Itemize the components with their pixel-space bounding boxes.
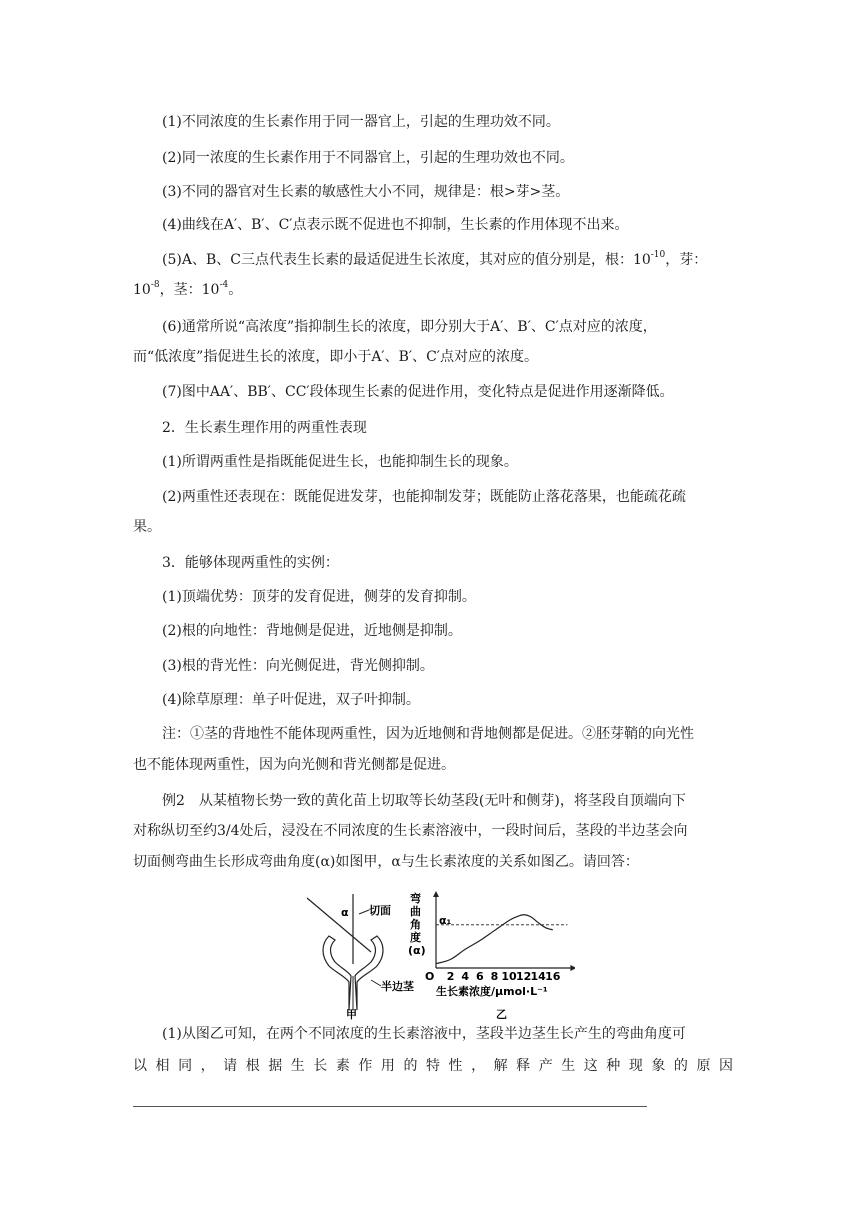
leader-line-half-stem (371, 980, 381, 986)
paragraph-5-line-1 (162, 250, 762, 270)
x-tick-label: 12 (515, 970, 532, 983)
x-tick-label: 16 (545, 970, 561, 983)
y-axis-label-part: 弯 (410, 892, 421, 905)
note-line-2: 也不能体现两重性，因为向光侧和背光侧都是促进。 (133, 757, 455, 773)
note-line-1: 注：①茎的背地性不能体现两重性，因为近地侧和背地侧都是促进。②胚芽鞘的向光性 (162, 726, 694, 742)
half-stem-left (323, 936, 351, 1010)
x-tick-label: 2 (446, 970, 455, 983)
paragraph-q1: (1)所谓两重性是指既能促进生长，也能抑制生长的现象。 (162, 454, 518, 470)
angle-line-diagonal (307, 898, 371, 952)
answer-blank-line[interactable] (133, 1106, 647, 1107)
paragraph-r4: (4)除草原理：单子叶促进，双子叶抑制。 (162, 692, 420, 708)
example-2-line-1: 例2 从某植物长势一致的黄化苗上切取等长幼茎段(无叶和侧芽)，将茎段自顶端向下 (162, 793, 686, 809)
exponent: -4 (219, 280, 229, 291)
paragraph-4: (4)曲线在A′、B′、C′点表示既不促进也不抑制，生长素的作用体现不出来。 (162, 217, 629, 233)
series-line (436, 915, 553, 964)
paragraph-r3: (3)根的背光性：向光侧促进，背光侧抑制。 (162, 658, 434, 674)
text: 。 (228, 282, 243, 298)
leader-line-cut (359, 910, 369, 914)
y-axis-label-part: 角 (410, 918, 421, 931)
y-axis-label (408, 891, 426, 957)
subquestion-1-line-1: (1)从图乙可知，在两个不同浓度的生长素溶液中，茎段半边茎生长产生的弯曲角度可 (162, 1026, 686, 1042)
paragraph-q2-line-2: 果。 (133, 519, 161, 535)
paragraph-q2-line-1: (2)两重性还表现在：既能促进发芽，也能抑制发芽；既能防止落花落果，也能疏花疏 (162, 489, 686, 505)
x-tick-label: 6 (475, 970, 484, 983)
paragraph-5-line-2 (133, 280, 733, 300)
paragraph-3: (3)不同的器官对生长素的敏感性大小不同，规律是：根>芽>茎。 (162, 184, 570, 200)
half-stem-right (355, 936, 383, 1010)
paragraph-7: (7)图中AA′、BB′、CC′段体现生长素的促进作用，变化特点是促进作用逐渐降低。 (162, 384, 674, 400)
exponent: -10 (650, 250, 666, 261)
reference-label-alpha1: α₁ (439, 913, 452, 927)
text: 10 (133, 282, 151, 298)
paragraph-6-line-2: 而“低浓度”指促进生长的浓度，即小于A′、B′、C′点对应的浓度。 (133, 349, 538, 365)
paragraph-6-line-1: (6)通常所说“高浓度”指抑制生长的浓度，即分别大于A′、B′、C′点对应的浓度， (162, 319, 657, 335)
figure-jia-caption: 甲 (346, 1008, 357, 1020)
x-tick-labels (447, 970, 561, 983)
text: ，芽： (665, 252, 708, 268)
paragraph-r2: (2)根的向地性：背地侧是促进，近地侧是抑制。 (162, 623, 462, 639)
figure-jia (307, 894, 415, 1020)
figure-yi-caption: 乙 (496, 1008, 507, 1020)
x-tick-label: 8 (490, 970, 499, 983)
example-2-line-2: 对称纵切至约3/4处后，浸没在不同浓度的生长素溶液中，一段时间后，茎段的半边茎会向 (133, 823, 688, 839)
x-tick-label: 4 (461, 970, 470, 983)
alpha-label: α (341, 906, 349, 919)
y-axis-label-part: 曲 (410, 905, 421, 918)
paragraph-r1: (1)顶端优势：顶芽的发育促进，侧芽的发育抑制。 (162, 589, 476, 605)
example-figures (305, 890, 575, 1020)
paragraph-2: (2)同一浓度的生长素作用于不同器官上，引起的生理功效也不同。 (162, 150, 574, 166)
half-stem-label: 半边茎 (381, 980, 414, 993)
y-axis-label-part: (α) (408, 944, 426, 957)
y-axis-arrow (433, 891, 439, 897)
example-2-line-3: 切面侧弯曲生长形成弯曲角度(α)如图甲，α与生长素浓度的关系如图乙。请回答： (133, 854, 639, 870)
y-axis-label-part: 度 (410, 931, 421, 944)
x-tick-label: 14 (530, 970, 546, 983)
text: (5)A、B、C三点代表生长素的最适促进生长浓度，其对应的值分别是，根：10 (162, 252, 651, 268)
cut-surface-label: 切面 (369, 904, 391, 917)
x-axis-arrow (570, 965, 575, 971)
exponent: -8 (150, 280, 160, 291)
section-heading-3: 3．能够体现两重性的实例： (162, 555, 339, 571)
section-heading-2: 2．生长素生理作用的两重性表现 (162, 420, 367, 436)
subquestion-1-line-2: 以相同，请根据生长素作用的特性，解释产生这种现象的原因 (133, 1058, 733, 1074)
x-axis-label: 生长素浓度/μmol·L⁻¹ (436, 985, 548, 998)
figure-yi-chart (408, 891, 575, 1020)
origin-label: O (425, 970, 435, 983)
x-tick-label: 10 (501, 970, 517, 983)
paragraph-1: (1)不同浓度的生长素作用于同一器官上，引起的生理功效不同。 (162, 114, 560, 130)
text: ，茎：10 (159, 282, 220, 298)
